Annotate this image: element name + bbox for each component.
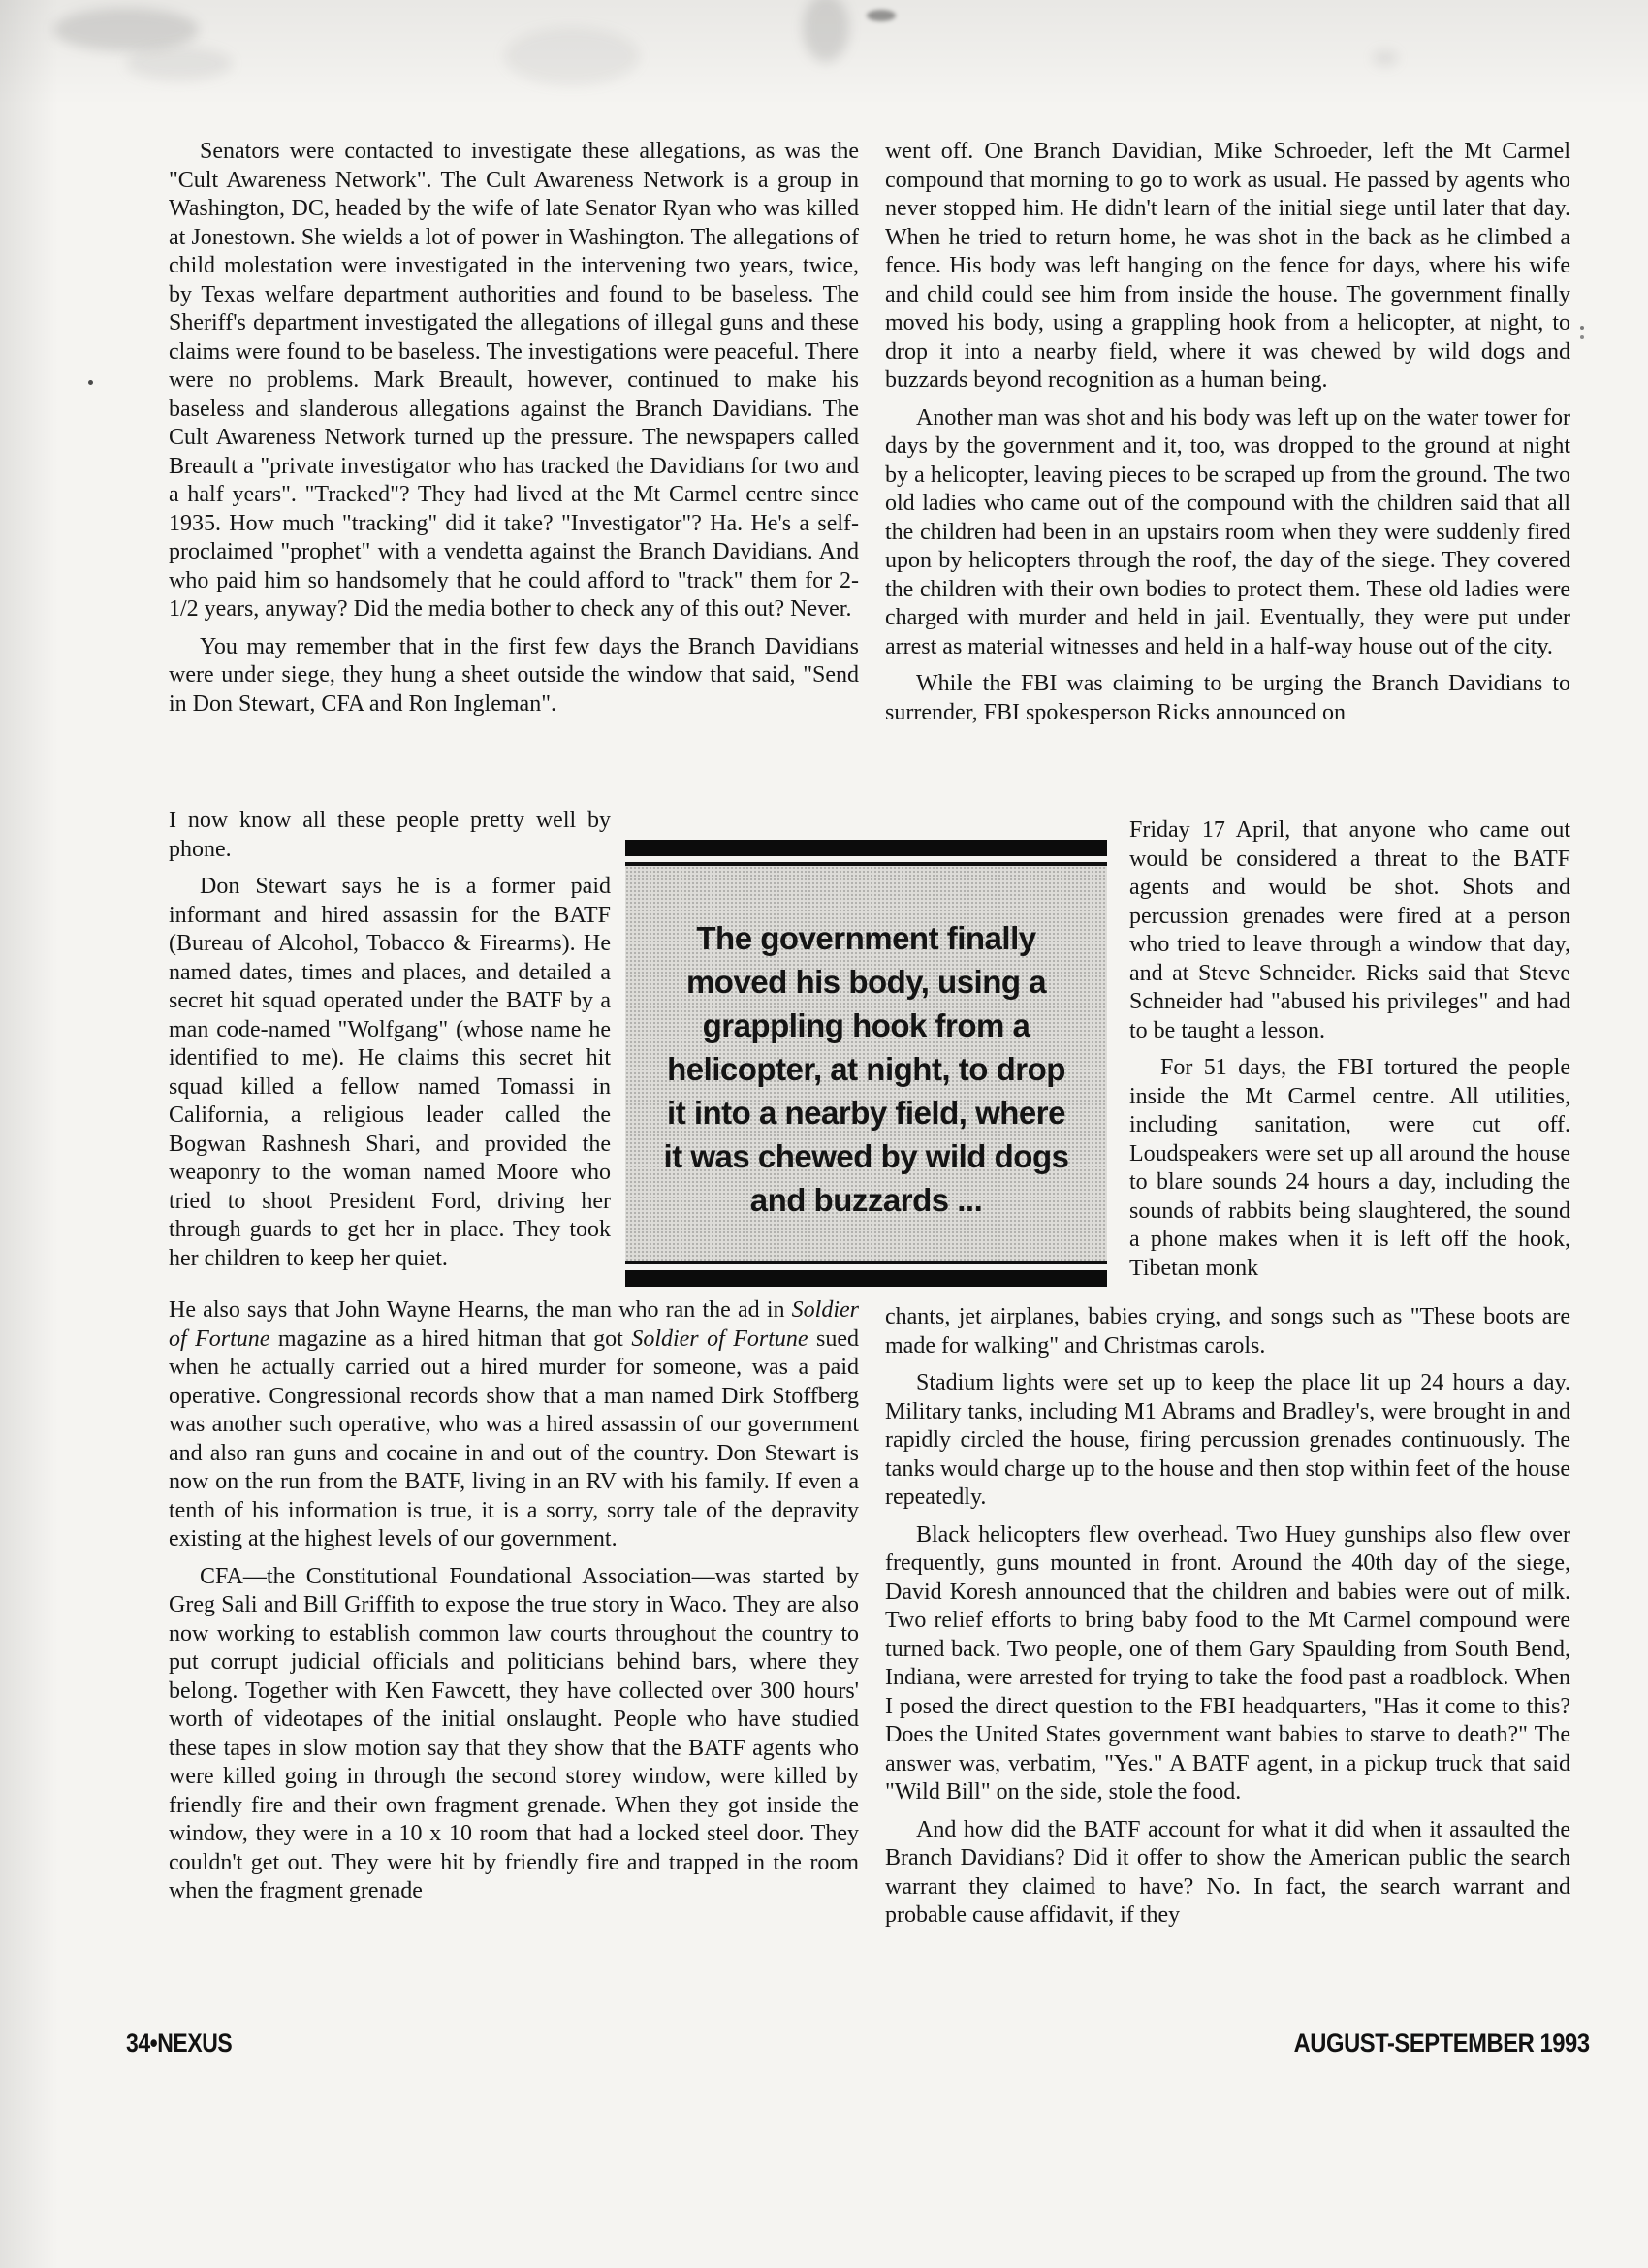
pull-quote-line: The government finally xyxy=(696,920,1036,956)
pull-quote-line: it into a nearby field, where xyxy=(667,1095,1065,1131)
text-run: went off. One Branch Davidian, Mike Schroeder, left the Mt Carmel compound that morning to go to work as usual. He passed by agents who never stopped him. He didn't learn of the initial siege until later that day. When he tried to return home, he was shot in the back as he climbed a fence. His body was left hanging on the fence for days, where his wife and child could see him from inside the house. The government finally moved his body, using a grappling hook from a helicopter, at night, to drop it into a nearby field, where it was chewed by wild dogs and buzzards beyond recognition as a human being. xyxy=(885,139,1570,393)
scan-ink-speck xyxy=(1580,326,1584,330)
text-run: Black helicopters flew overhead. Two Huey gunships also flew over frequently, guns mounted in front. Around the 40th day of the siege, David Koresh announced that the children and babies were out of milk. Two relief efforts to bring baby food to the Mt Carmel compound were turned back. Two people, one of them Gary Spaulding from South Bend, Indiana, were arrested for trying to take the food past a roadblock. When I posed the direct question to the FBI headquarters, "Has it come to this? Does the United States government want babies to starve to death?" The answer was, verbatim, "Yes." A BATF agent, in a pickup truck that said "Wild Bill" on the side, stole the food. xyxy=(885,1521,1570,1805)
scan-left-edge-shadow xyxy=(0,0,58,2268)
paragraph xyxy=(169,1563,859,1906)
page-number-magazine-title: 34•NEXUS xyxy=(126,2028,233,2058)
paragraph xyxy=(169,633,859,719)
text-block-full xyxy=(169,1296,859,1906)
scan-smudge xyxy=(53,8,199,51)
text-run: Friday 17 April, that anyone who came out would be considered a threat to the BATF agents and would be shot. Shots and percussion grenades were fired at a person who tried to leave through a window that day, and at Steve Schneider. Ricks said that Steve Schneider had "abused his privileges" and had to be taught a lesson. xyxy=(1129,817,1570,1043)
text-run: sued when he actually carried out a hired murder for someone, was a paid operative. Congressional records show that a man named Dirk Stoffberg was another such operative, who was a hired assassin of our government and also ran guns and cocaine in and out of the country. Don Stewart is now on the run from the BATF, living in an RV with his family. If even a tenth of his information is true, it is a sorry, sorry tale of the depravity existing at the highest levels of our government. xyxy=(169,1326,859,1551)
paragraph xyxy=(169,138,859,624)
text-run: You may remember that in the first few days the Branch Davidians were under siege, they hung a sheet outside the window that said, "Send in Don Stewart, CFA and Ron Ingleman". xyxy=(169,633,859,717)
text-run: chants, jet airplanes, babies crying, and songs such as "These boots are made for walking" and Christmas carols. xyxy=(885,1304,1570,1358)
pull-quote-top-bar xyxy=(625,840,1107,856)
paragraph xyxy=(885,1303,1570,1360)
paragraph xyxy=(885,1521,1570,1807)
text-run: And how did the BATF account for what it did when it assaulted the Branch Davidians? Did it offer to show the American public the search warrant they claimed to have? No. In fact, the search warrant and probable cause affidavit, if they xyxy=(885,1816,1570,1928)
pull-quote-line: grappling hook from a xyxy=(702,1007,1030,1043)
text-run: magazine as a hired hitman that got xyxy=(269,1326,632,1352)
pull-quote-line: moved his body, using a xyxy=(685,964,1047,1000)
issue-date: AUGUST-SEPTEMBER 1993 xyxy=(1293,2028,1590,2058)
text-run: For 51 days, the FBI tortured the people inside the Mt Carmel centre. All utilities, including sanitation, were cut off. Loudspeakers were set up all around the house to blare sounds 24 hours a day, including the sounds of rabbits being slaughtered, the sound a phone makes when it is left off the hook, Tibetan monk xyxy=(1129,1055,1570,1281)
paragraph xyxy=(169,1296,859,1554)
scan-smudge xyxy=(126,47,233,80)
text-run: Stadium lights were set up to keep the place lit up 24 hours a day. Military tanks, including M1 Abrams and Bradley's, were brought in and rapidly circled the house, firing percussion grenades continuously. The tanks would charge up to the house and then stop within feet of the house repeatedly. xyxy=(885,1370,1570,1510)
text-block-narrow xyxy=(169,807,611,1296)
scan-smudge xyxy=(1373,50,1398,66)
paragraph xyxy=(1129,816,1570,1045)
paragraph xyxy=(1129,1054,1570,1283)
pull-quote xyxy=(625,840,1107,1287)
paragraph xyxy=(885,138,1570,396)
pull-quote-bottom-bar xyxy=(625,1270,1107,1287)
pull-quote-text xyxy=(625,866,1107,1261)
text-run: Senators were contacted to investigate these allegations, as was the "Cult Awareness Network". The Cult Awareness Network is a group in Washington, DC, headed by the wife of late Senator Ryan who was killed at Jonestown. She wields a lot of power in Washington. The allegations of child molestation were investigated in the intervening two years, twice, by Texas welfare department authorities and found to be baseless. The Sheriff's department investigated the allegations of illegal guns and these claims were found to be baseless. The investigations were peaceful. There were no problems. Mark Breault, however, continued to make his baseless and slanderous allegations against the Branch Davidians. The Cult Awareness Network turned up the pressure. The newspapers called Breault a "private investigator who has tracked the Davidians for two and a half years". "Tracked"? They had lived at the Mt Carmel centre since 1935. How much "tracking" did it take? "Investigator"? Ha. He's a self-proclaimed "prophet" with a vendetta against the Branch Davidians. And who paid him so handsomely that he could afford to "track" them for 2-1/2 years, anyway? Did the media bother to check any of this out? Never. xyxy=(169,139,859,622)
paragraph xyxy=(169,873,611,1273)
italic-magazine-title: Soldier of Fortune xyxy=(631,1326,808,1352)
text-block-full xyxy=(169,138,859,807)
paragraph xyxy=(885,404,1570,662)
pull-quote-line: and buzzards ... xyxy=(749,1182,983,1218)
paragraph xyxy=(885,670,1570,727)
text-block-full xyxy=(885,138,1570,816)
scan-ink-dash xyxy=(867,10,896,21)
text-run: Another man was shot and his body was left up on the water tower for days by the government and it, too, was dropped to the ground at night by a helicopter, leaving pieces to be scraped up from the ground. The two old ladies who came out of the compound with the children said that all the children had been in an upstairs room when they were suddenly fired upon by helicopters through the roof, the day of the siege. They covered the children with their own bodies to protect them. These old ladies were charged with murder and held in jail. Eventually, they were put under arrest as material witnesses and held in a half-way house out of the city. xyxy=(885,404,1570,659)
text-block-narrow xyxy=(1129,816,1570,1303)
text-run: He also says that John Wayne Hearns, the man who ran the ad in xyxy=(169,1297,792,1323)
scan-smudge xyxy=(504,27,640,85)
scan-ink-dot xyxy=(88,380,93,385)
pull-quote-line: it was chewed by wild dogs xyxy=(663,1138,1069,1174)
paragraph xyxy=(885,1369,1570,1513)
italic-magazine-title: Soldier of Fortune xyxy=(169,1297,859,1352)
paragraph xyxy=(169,807,611,864)
text-run: I now know all these people pretty well by phone. xyxy=(169,808,611,862)
text-block-full xyxy=(885,1303,1570,1931)
pull-quote-line: helicopter, at night, to drop xyxy=(667,1051,1065,1087)
text-run: While the FBI was claiming to be urging the Branch Davidians to surrender, FBI spokesperson Ricks announced on xyxy=(885,671,1570,725)
paragraph xyxy=(885,1816,1570,1931)
text-run: Don Stewart says he is a former paid informant and hired assassin for the BATF (Bureau of Alcohol, Tobacco & Firearms). He named dates, times and places, and detailed a secret hit squad operated under the BATF by a man code-named "Wolfgang" (whose name he identified to me). He claims this secret hit squad killed a fellow named Tomassi in California, a religious leader called the Bogwan Rashnesh Shari, and provided the weaponry to the woman named Moore who tried to shoot President Ford, driving her through guards to get her in place. They took her children to keep her quiet. xyxy=(169,874,611,1271)
text-run: CFA—the Constitutional Foundational Association—was started by Greg Sali and Bill Griffith to expose the true story in Waco. They are also now working to establish common law courts throughout the country to put corrupt judicial officials and politicians behind bars, where they belong. Together with Ken Fawcett, they have collected over 300 hours' worth of videotapes of the initial onslaught. People who have studied these tapes in slow motion say that they show that the BATF agents who were killed going in through the second storey window, were killed by friendly fire and their own fragment grenade. When they got inside the window, they were in a 10 x 10 room that had a locked steel door. They couldn't get out. They were hit by friendly fire and trapped in the room when the fragment grenade xyxy=(169,1563,859,1903)
